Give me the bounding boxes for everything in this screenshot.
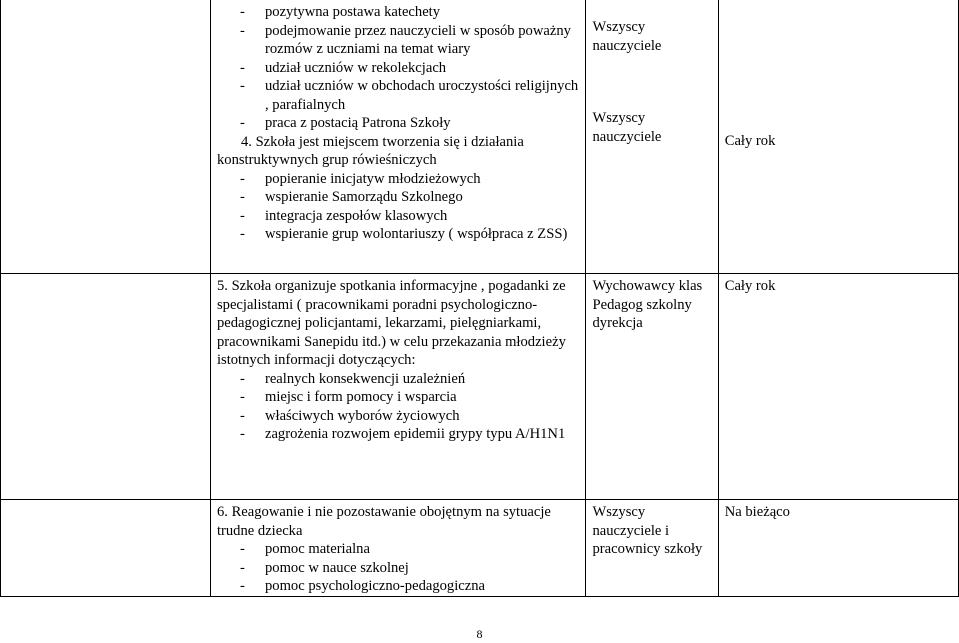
section-heading: 4. Szkoła jest miejscem tworzenia się i działania konstruktywnych grup rówieśniczych (216, 133, 524, 168)
responsible-cell (586, 0, 718, 274)
responsible-cell (586, 500, 718, 597)
task-cell (210, 0, 586, 274)
responsible-text: dyrekcja (592, 315, 643, 331)
list-item: - zagrożenia rozwojem epidemii grypy typu A/H1N1 (217, 425, 580, 444)
table-row (1, 0, 959, 274)
list-item: - popieranie inicjatyw młodzieżowych (217, 170, 580, 189)
responsible-text: Wszyscy nauczyciele i pracownicy szkoły (592, 504, 703, 557)
term-cell (718, 0, 958, 274)
page-number: 8 (476, 627, 483, 641)
list-item: - miejsc i form pomocy i wsparcia (217, 388, 580, 407)
empty-cell (1, 500, 211, 597)
list-item: - podejmowanie przez nauczycieli w sposób poważny rozmów z uczniami na temat wiary (217, 22, 580, 59)
list-item: - właściwych wyborów życiowych (217, 407, 580, 426)
table-row (1, 500, 959, 597)
term-text: Na bieżąco (724, 504, 790, 520)
responsible-text: Wszyscy nauczyciele (592, 110, 662, 145)
empty-cell (1, 274, 211, 500)
list-item: - pomoc w nauce szkolnej (217, 559, 580, 578)
list-item: - wspieranie Samorządu Szkolnego (217, 188, 580, 207)
activity-list (217, 370, 580, 444)
task-cell (210, 274, 586, 500)
responsible-text: Pedagog szkolny (592, 296, 692, 313)
list-item: - wspieranie grup wolontariuszy ( współpraca z ZSS) (217, 225, 580, 244)
responsible-cell (586, 274, 718, 500)
responsible-text: Wychowawcy klas (592, 278, 703, 294)
term-text: Cały rok (724, 278, 776, 294)
list-item: - praca z postacią Patrona Szkoły (217, 114, 580, 133)
responsible-text: Wszyscy nauczyciele (592, 19, 662, 54)
list-item: - realnych konsekwencji uzależnień (217, 370, 580, 389)
table-row (1, 274, 959, 500)
section-heading: 6. Reagowanie i nie pozostawanie obojętnym na sytuacje trudne dziecka (216, 504, 551, 539)
list-item: - integracja zespołów klasowych (217, 207, 580, 226)
list-item: - udział uczniów w rekolekcjach (217, 59, 580, 78)
term-cell (718, 500, 958, 597)
activity-list (217, 170, 580, 244)
term-text: Cały rok (724, 133, 776, 149)
list-item: - pomoc psychologiczno-pedagogiczna (217, 577, 580, 596)
activity-list (217, 3, 580, 133)
activity-list (217, 540, 580, 596)
task-cell (210, 500, 586, 597)
list-item: - pozytywna postawa katechety (217, 3, 580, 22)
term-cell (718, 274, 958, 500)
section-heading: 5. Szkoła organizuje spotkania informacyjne , pogadanki ze specjalistami ( pracownikami poradni psychologiczno-pedagogicznej policjantami, lekarzami, pielęgniarkami, pracownikami Sanepidu itd.) w celu przekazania młodzieży istotnych informacji dotyczących: (216, 278, 566, 368)
list-item: - udział uczniów w obchodach uroczystości religijnych , parafialnych (217, 77, 580, 114)
list-item: - pomoc materialna (217, 540, 580, 559)
empty-cell (1, 0, 211, 274)
